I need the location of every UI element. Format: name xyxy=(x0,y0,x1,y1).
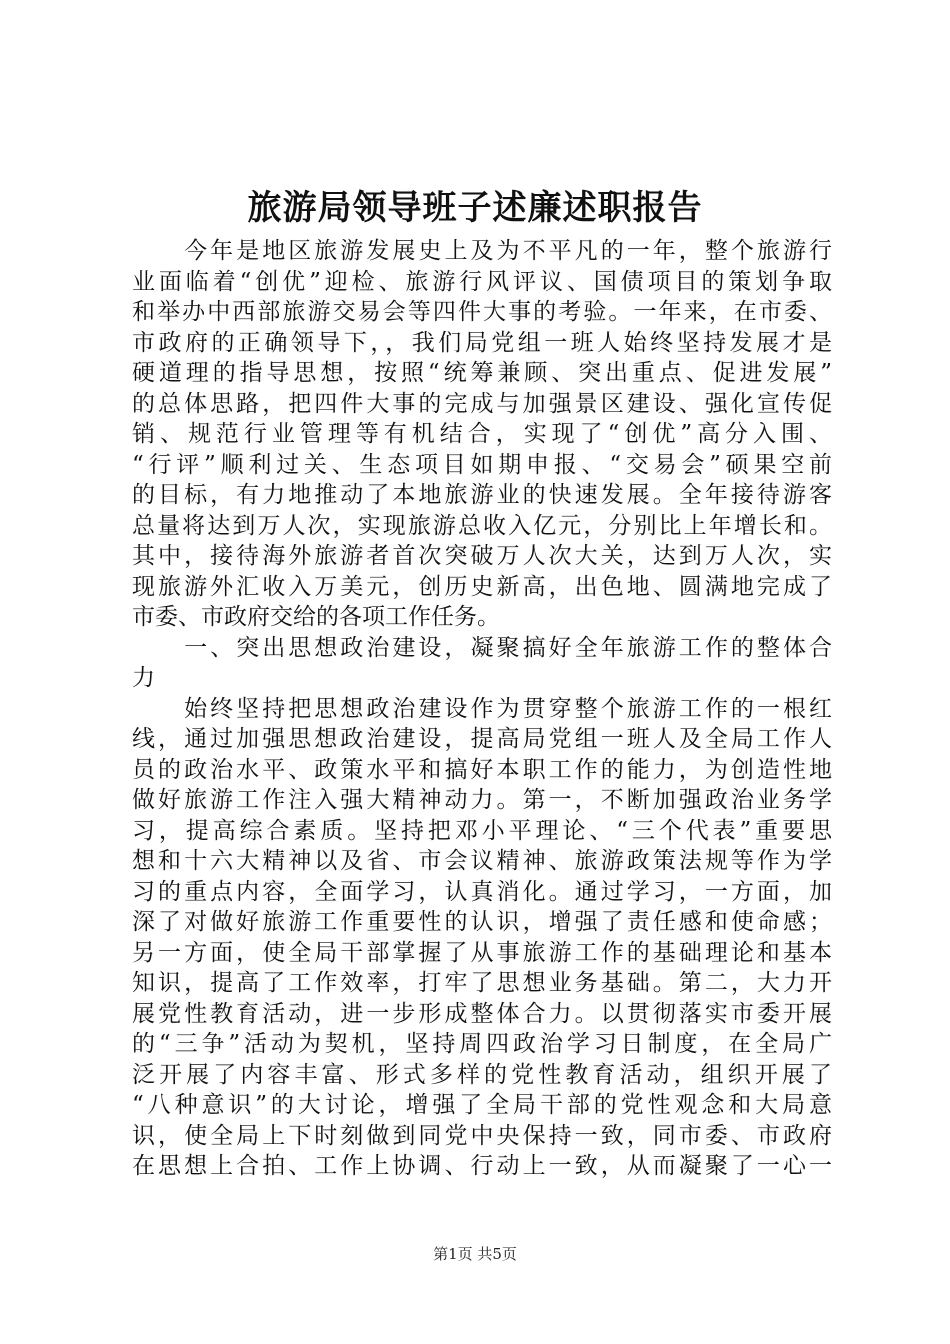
text-line: 总量将达到万人次，实现旅游总收入亿元，分别比上年增长和。 xyxy=(132,512,832,539)
text-line: 员的政治水平、政策水平和搞好本职工作的能力，为创造性地 xyxy=(132,756,832,783)
page-number-footer: 第1页 共5页 xyxy=(433,1245,517,1263)
text-line: 知识，提高了工作效率，打牢了思想业务基础。第二，大力开 xyxy=(132,970,832,996)
section-heading-line: 力 xyxy=(132,665,155,691)
text-line: 业面临着“创优”迎检、旅游行风评议、国债项目的策划争取 xyxy=(132,268,832,295)
text-line: 线，通过加强思想政治建设，提高局党组一班人及全局工作人 xyxy=(132,726,832,752)
text-line: “行评”顺利过关、生态项目如期申报、“交易会”硕果空前 xyxy=(132,451,832,478)
text-line: 硬道理的指导思想，按照“统筹兼顾、突出重点、促进发展” xyxy=(132,360,832,386)
text-line: 现旅游外汇收入万美元，创历史新高，出色地、圆满地完成了 xyxy=(132,573,832,600)
text-line: 的目标，有力地推动了本地旅游业的快速发展。全年接待游客 xyxy=(132,482,832,508)
text-line: 识，使全局上下时刻做到同党中央保持一致，同市委、市政府 xyxy=(132,1122,832,1149)
text-line: 想和十六大精神以及省、市会议精神、旅游政策法规等作为学 xyxy=(132,848,832,874)
text-line: 习，提高综合素质。坚持把邓小平理论、“三个代表”重要思 xyxy=(132,817,832,844)
text-line: 的总体思路，把四件大事的完成与加强景区建设、强化宣传促 xyxy=(132,390,832,417)
text-line: 销、规范行业管理等有机结合，实现了“创优”高分入围、 xyxy=(132,421,832,447)
text-line: 市委、市政府交给的各项工作任务。 xyxy=(132,604,500,630)
text-line: 始终坚持把思想政治建设作为贯穿整个旅游工作的一根红 xyxy=(132,695,832,722)
text-line: 在思想上合拍、工作上协调、行动上一致，从而凝聚了一心一 xyxy=(132,1153,832,1179)
section-heading-line: 一、突出思想政治建设，凝聚搞好全年旅游工作的整体合 xyxy=(132,634,832,661)
text-line: 和举办中西部旅游交易会等四件大事的考验。一年来，在市委、 xyxy=(132,299,832,325)
text-line: 市政府的正确领导下，，我们局党组一班人始终坚持发展才是 xyxy=(132,329,832,356)
document-body xyxy=(132,236,832,1182)
text-line: 另一方面，使全局干部掌握了从事旅游工作的基础理论和基本 xyxy=(132,939,832,966)
text-line: “八种意识”的大讨论，增强了全局干部的党性观念和大局意 xyxy=(132,1092,832,1118)
text-line: 展党性教育活动，进一步形成整体合力。以贯彻落实市委开展 xyxy=(132,1000,832,1027)
document-title: 旅游局领导班子述廉述职报告 xyxy=(247,188,703,228)
text-line: 泛开展了内容丰富、形式多样的党性教育活动，组织开展了 xyxy=(132,1061,832,1088)
text-line: 今年是地区旅游发展史上及为不平凡的一年，整个旅游行 xyxy=(132,238,832,264)
text-line: 做好旅游工作注入强大精神动力。第一，不断加强政治业务学 xyxy=(132,787,832,813)
text-line: 习的重点内容，全面学习，认真消化。通过学习，一方面，加 xyxy=(132,878,832,905)
text-line: 深了对做好旅游工作重要性的认识，增强了责任感和使命感； xyxy=(132,909,832,935)
text-line: 其中，接待海外旅游者首次突破万人次大关，达到万人次，实 xyxy=(132,543,832,569)
text-line: 的“三争”活动为契机，坚持周四政治学习日制度，在全局广 xyxy=(132,1031,832,1057)
